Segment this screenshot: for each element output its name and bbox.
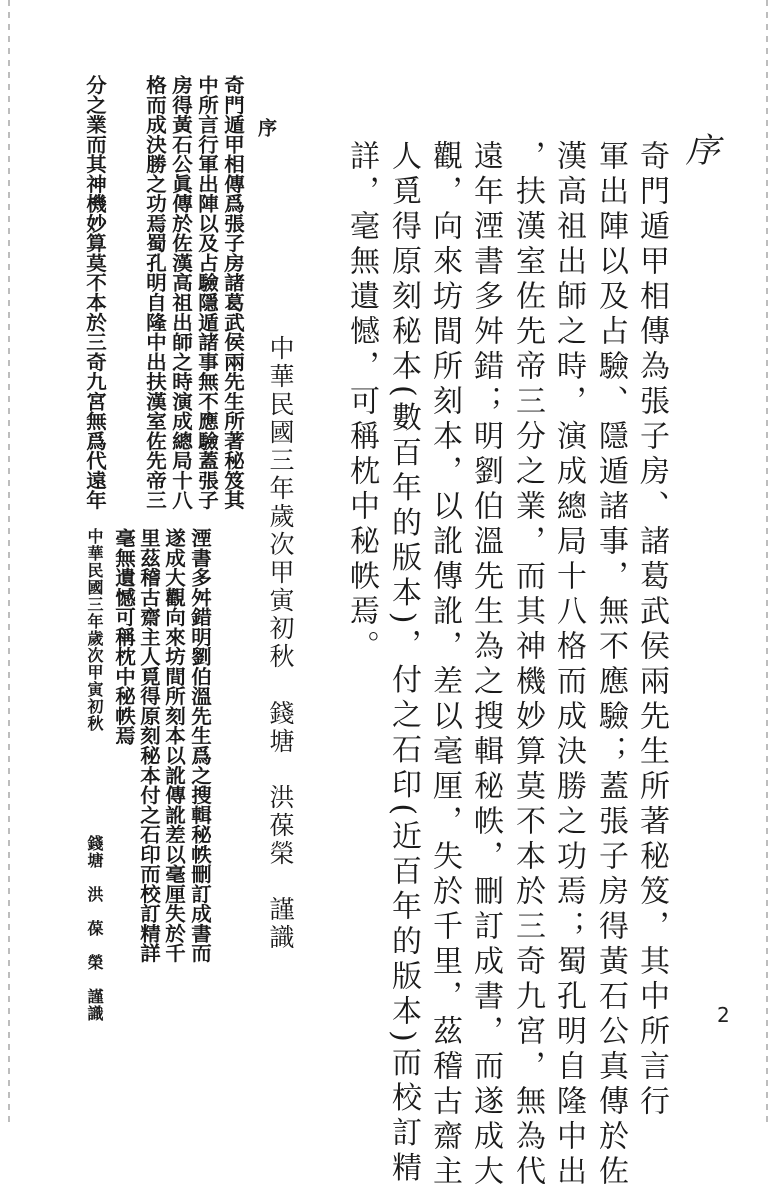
preface-line-7: 人覓得原刻秘本(數百年的版本)，付之石印(近百年的版本)而校訂精 — [386, 140, 421, 1187]
scan-edge-right — [766, 0, 768, 1122]
preface-line-1: 奇門遁甲相傳為張子房、諸葛武侯兩先生所著秘笈，其中所言行 — [634, 140, 669, 1120]
classical-line-8: 里茲稽古齋主人覓得原刻秘本付之石印而校訂精詳 — [136, 528, 161, 963]
classical-author: 錢塘 洪 葆 榮 謹識 — [85, 835, 104, 1022]
classical-line-9: 毫無遺憾可稱枕中秘帙焉 — [111, 528, 136, 746]
preface-line-4: ，扶漢室佐先帝三分之業，而其神機妙算莫不本於三奇九宮，無為代 — [510, 140, 545, 1190]
classical-line-2: 中所言行軍出陣以及占驗隱遁諸事無不應驗蓋張子 — [194, 75, 219, 510]
preface-date: 中華民國三年歲次甲寅初秋 — [266, 335, 295, 671]
preface-title: 序 — [679, 132, 719, 166]
classical-line-7: 遂成大觀向來坊間所刻本以訛傳訛差以毫厘失於千 — [161, 528, 186, 963]
classical-line-5: 分之業而其神機妙算莫不本於三奇九宮無爲代遠年 — [82, 75, 107, 510]
scan-edge-left — [8, 0, 10, 1122]
classical-line-1: 奇門遁甲相傳爲張子房諸葛武侯兩先生所著秘笈其 — [220, 75, 245, 510]
classical-line-6: 湮書多舛錯明劉伯溫先生爲之搜輯秘帙刪訂成書而 — [187, 528, 212, 963]
preface-line-2: 軍出陣以及占驗、隱遁諸事，無不應驗；蓋張子房得黃石公真傳於佐 — [593, 140, 628, 1190]
classical-date: 中華民國三年歲次甲寅初秋 — [85, 528, 104, 732]
classical-line-4: 格而成決勝之功焉蜀孔明自隆中出扶漢室佐先帝三 — [142, 75, 167, 510]
preface-line-3: 漢高祖出師之時，演成總局十八格而成決勝之功焉；蜀孔明自隆中出 — [551, 140, 586, 1190]
classical-line-3: 房得黃石公眞傳於佐漢高祖出師之時演成總局十八 — [168, 75, 193, 510]
page-number: 2 — [717, 1003, 730, 1027]
preface-line-6: 觀，向來坊間所刻本，以訛傳訛，差以毫厘，失於千里，茲稽古齋主 — [427, 140, 462, 1190]
preface-author: 錢塘 洪葆榮 謹識 — [266, 700, 295, 952]
preface-line-8: 詳，毫無遺憾，可稱枕中秘帙焉。 — [344, 140, 379, 665]
preface-line-5: 遠年湮書多舛錯；明劉伯溫先生為之搜輯秘帙，刪訂成書，而遂成大 — [468, 140, 503, 1190]
classical-title: 序 — [255, 118, 277, 137]
